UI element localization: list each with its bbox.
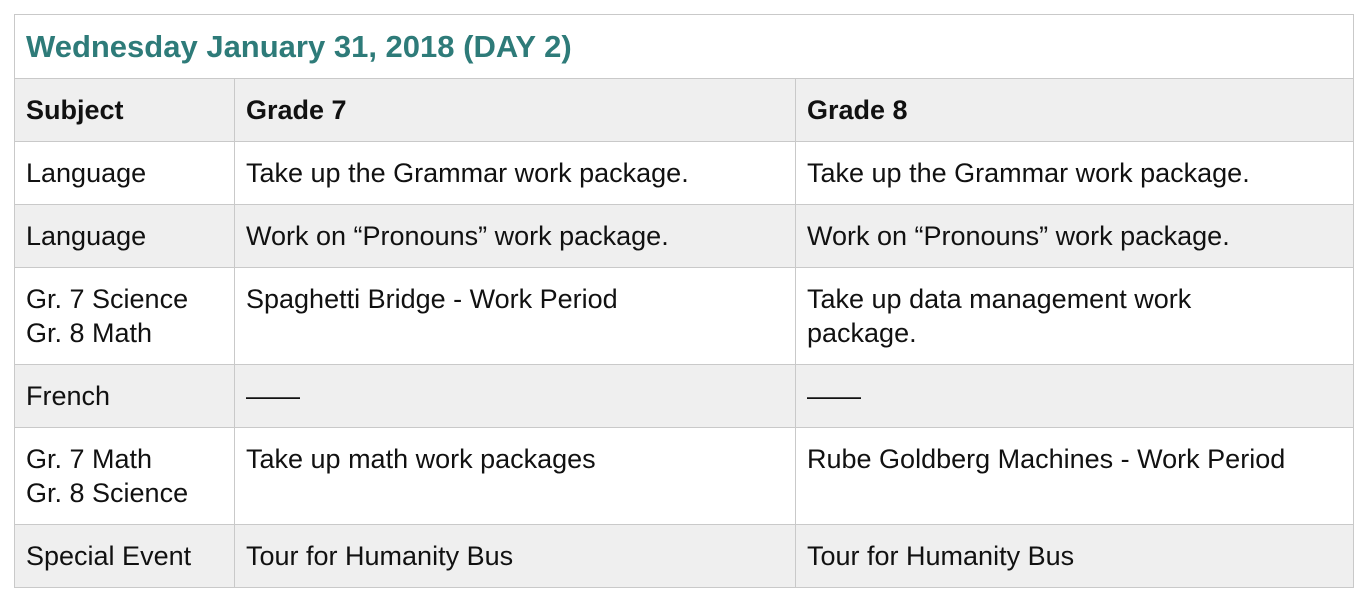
cell-subject [15, 142, 235, 205]
cell-text-line: Gr. 7 Math [26, 444, 153, 474]
cell-grade-8 [796, 205, 1354, 268]
cell-grade-8 [796, 365, 1354, 428]
cell-subject [15, 428, 235, 525]
header-grade-8: Grade 8 [796, 79, 1354, 142]
cell-grade-8 [796, 525, 1354, 588]
cell-text-line: Tour for Humanity Bus [246, 541, 514, 571]
cell-grade-7 [235, 525, 796, 588]
table-row [15, 525, 1354, 588]
cell-text-line: Gr. 8 Math [26, 318, 153, 348]
table-row [15, 205, 1354, 268]
cell-grade-8 [796, 142, 1354, 205]
cell-text-line: French [26, 381, 111, 411]
cell-text-line: Tour for Humanity Bus [807, 541, 1075, 571]
cell-text-line: Language [26, 221, 147, 251]
table-row [15, 142, 1354, 205]
cell-text-line: Gr. 7 Science [26, 284, 189, 314]
cell-text-line: Take up math work packages [246, 444, 596, 474]
header-grade-7: Grade 7 [235, 79, 796, 142]
cell-grade-7 [235, 268, 796, 365]
cell-text-line: package. [807, 318, 917, 348]
schedule-table [14, 14, 1354, 588]
cell-subject [15, 268, 235, 365]
cell-grade-7 [235, 205, 796, 268]
cell-text-line: —— [246, 381, 300, 411]
schedule-title: Wednesday January 31, 2018 (DAY 2) [15, 15, 1354, 79]
cell-grade-7 [235, 142, 796, 205]
cell-subject [15, 365, 235, 428]
cell-grade-7 [235, 365, 796, 428]
table-row [15, 428, 1354, 525]
cell-text-line: Spaghetti Bridge - Work Period [246, 284, 618, 314]
cell-text-line: Take up the Grammar work package. [807, 158, 1250, 188]
header-row [15, 79, 1354, 142]
cell-text-line: Gr. 8 Science [26, 478, 189, 508]
cell-text-line: Rube Goldberg Machines - Work Period [807, 444, 1286, 474]
schedule-sheet [14, 14, 1353, 588]
cell-text-line: Special Event [26, 541, 192, 571]
cell-grade-8 [796, 268, 1354, 365]
cell-text-line: Take up data management work [807, 284, 1192, 314]
table-row [15, 268, 1354, 365]
header-subject: Subject [15, 79, 235, 142]
table-row [15, 365, 1354, 428]
cell-subject [15, 525, 235, 588]
cell-grade-8 [796, 428, 1354, 525]
cell-text-line: Work on “Pronouns” work package. [246, 221, 669, 251]
title-row [15, 15, 1354, 79]
cell-text-line: Work on “Pronouns” work package. [807, 221, 1230, 251]
cell-text-line: Take up the Grammar work package. [246, 158, 689, 188]
cell-text-line: Language [26, 158, 147, 188]
cell-grade-7 [235, 428, 796, 525]
cell-subject [15, 205, 235, 268]
cell-text-line: —— [807, 381, 861, 411]
